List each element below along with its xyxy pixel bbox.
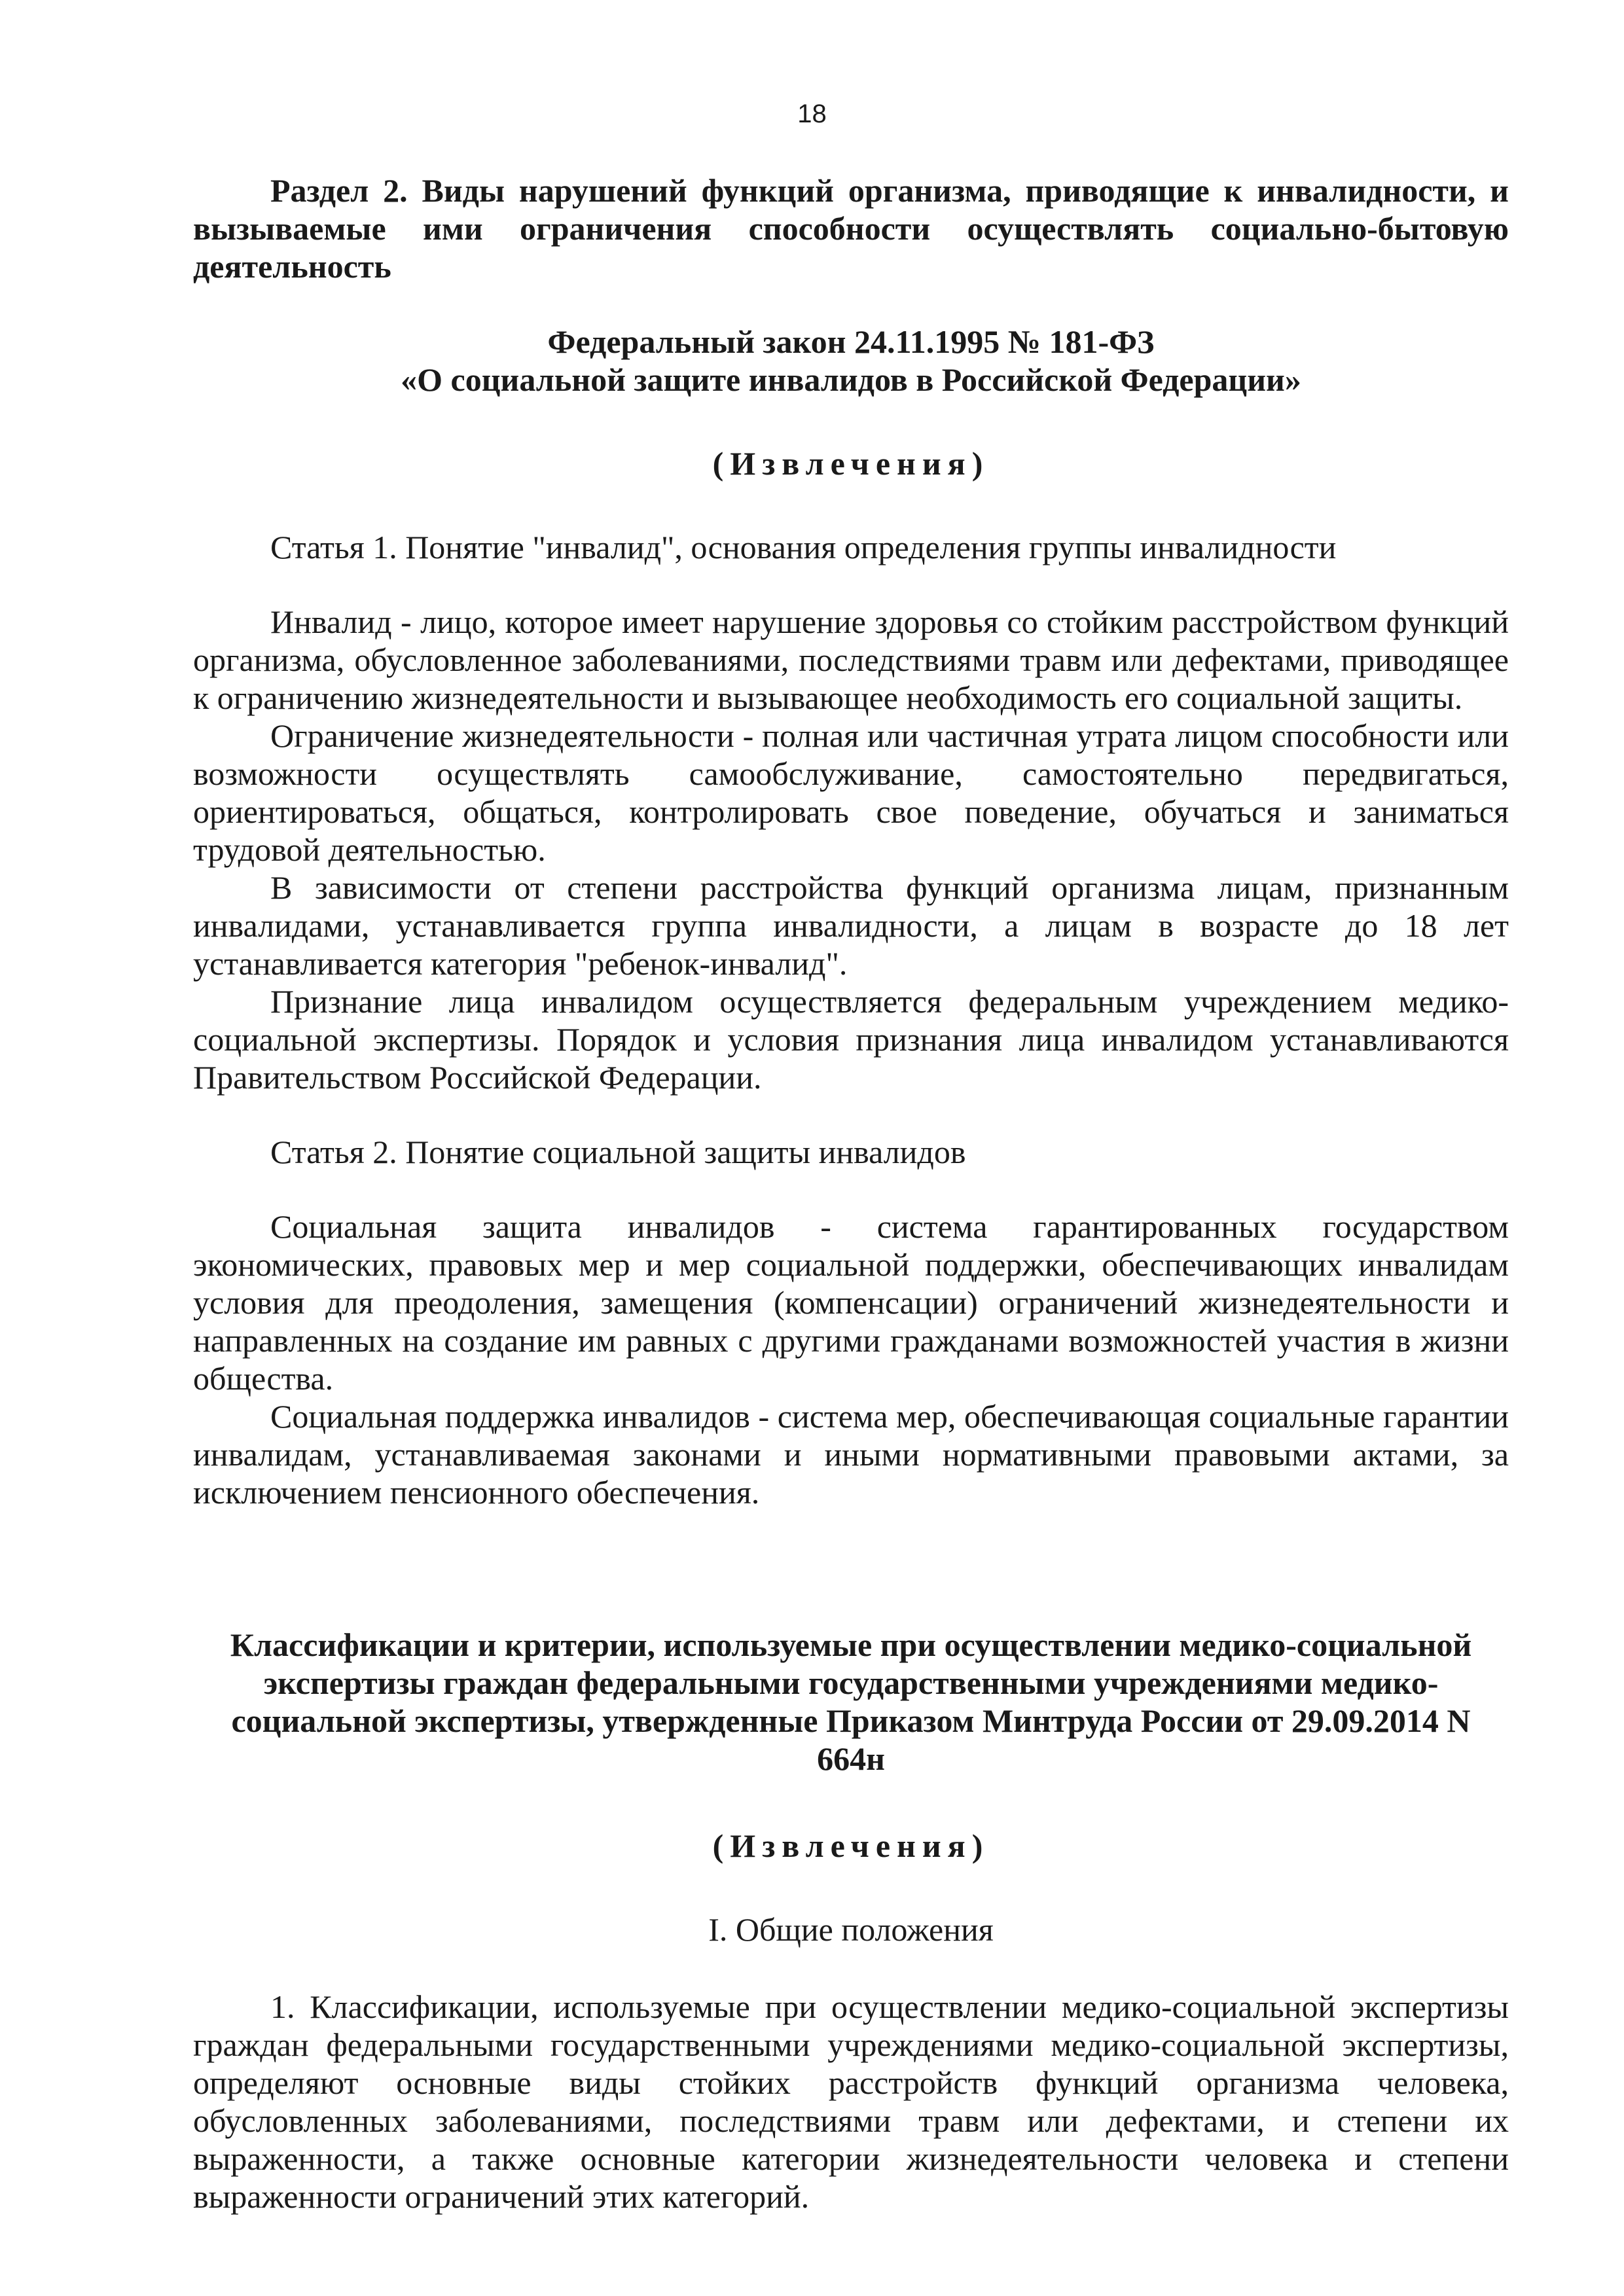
classifications-paragraph: 1. Классификации, используемые при осуществлении медико-социальной экспертизы граждан федеральными государственными учреждениями медико-социальной экспертизы, определяют основные виды стойких расстройств функций организма человека, обусловленных заболеваниями, последствиями травм или дефектами, и степени их выраженности, а также основные категории жизнедеятельности человека и степени выраженности ограничений этих категорий. (193, 1988, 1509, 2215)
page-content (193, 171, 1509, 2215)
law-title-block (193, 323, 1509, 399)
article-2-title: Статья 2. Понятие социальной защиты инвалидов (270, 1134, 966, 1170)
section-title: Раздел 2. Виды нарушений функций организма, приводящие к инвалидности, и вызываемые ими ограничения способности осуществлять социально-бытовую деятельность (193, 172, 1509, 285)
article-2-paragraph: Социальная поддержка инвалидов - система мер, обеспечивающая социальные гарантии инвалидам, устанавливаемая законами и иными нормативными правовыми актами, за исключением пенсионного обеспечения. (193, 1398, 1509, 1511)
article-2-paragraph: Социальная защита инвалидов - система гарантированных государством экономических, правовых мер и мер социальной поддержки, обеспечивающих инвалидам условия для преодоления, замещения (компенсации) ограничений жизнедеятельности и направленных на создание им равных с другими гражданами возможностей участия в жизни общества. (193, 1208, 1509, 1397)
article-1-paragraph: Признание лица инвалидом осуществляется федеральным учреждением медико-социальной экспертизы. Порядок и условия признания лица инвалидом устанавливаются Правительством Российской Федерации. (193, 983, 1509, 1096)
page-number: 18 (797, 99, 827, 128)
article-1-paragraph: Ограничение жизнедеятельности - полная или частичная утрата лицом способности или возможности осуществлять самообслуживание, самостоятельно передвигаться, ориентироваться, общаться, контролировать свое поведение, обучаться и заниматься трудовой деятельностью. (193, 717, 1509, 868)
general-provisions-heading: I. Общие положения (708, 1911, 994, 1948)
extract-label: (Извлечения) (712, 1827, 990, 1864)
article-1-paragraph: Инвалид - лицо, которое имеет нарушение здоровья со стойким расстройством функций организма, обусловленное заболеваниями, последствиями травм или дефектами, приводящее к ограничению жизнедеятельности и вызывающее необходимость его социальной защиты. (193, 603, 1509, 716)
article-1-title: Статья 1. Понятие "инвалид", основания определения группы инвалидности (270, 529, 1337, 565)
law-name-line2: «О социальной защите инвалидов в Российской Федерации» (401, 361, 1301, 398)
classifications-title: Классификации и критерии, используемые при осуществлении медико-социальной экспертизы граждан федеральными государственными учреждениями медико-социальной экспертизы, утвержденные Приказом Минтруда России от 29.09.2014 N 664н (230, 1626, 1472, 1777)
law-name-line1: Федеральный закон 24.11.1995 № 181-ФЗ (547, 323, 1155, 360)
article-1-paragraph: В зависимости от степени расстройства функций организма лицам, признанным инвалидами, устанавливается группа инвалидности, а лицам в возрасте до 18 лет устанавливается категория "ребенок-инвалид". (193, 869, 1509, 982)
extract-label: (Извлечения) (712, 445, 990, 482)
